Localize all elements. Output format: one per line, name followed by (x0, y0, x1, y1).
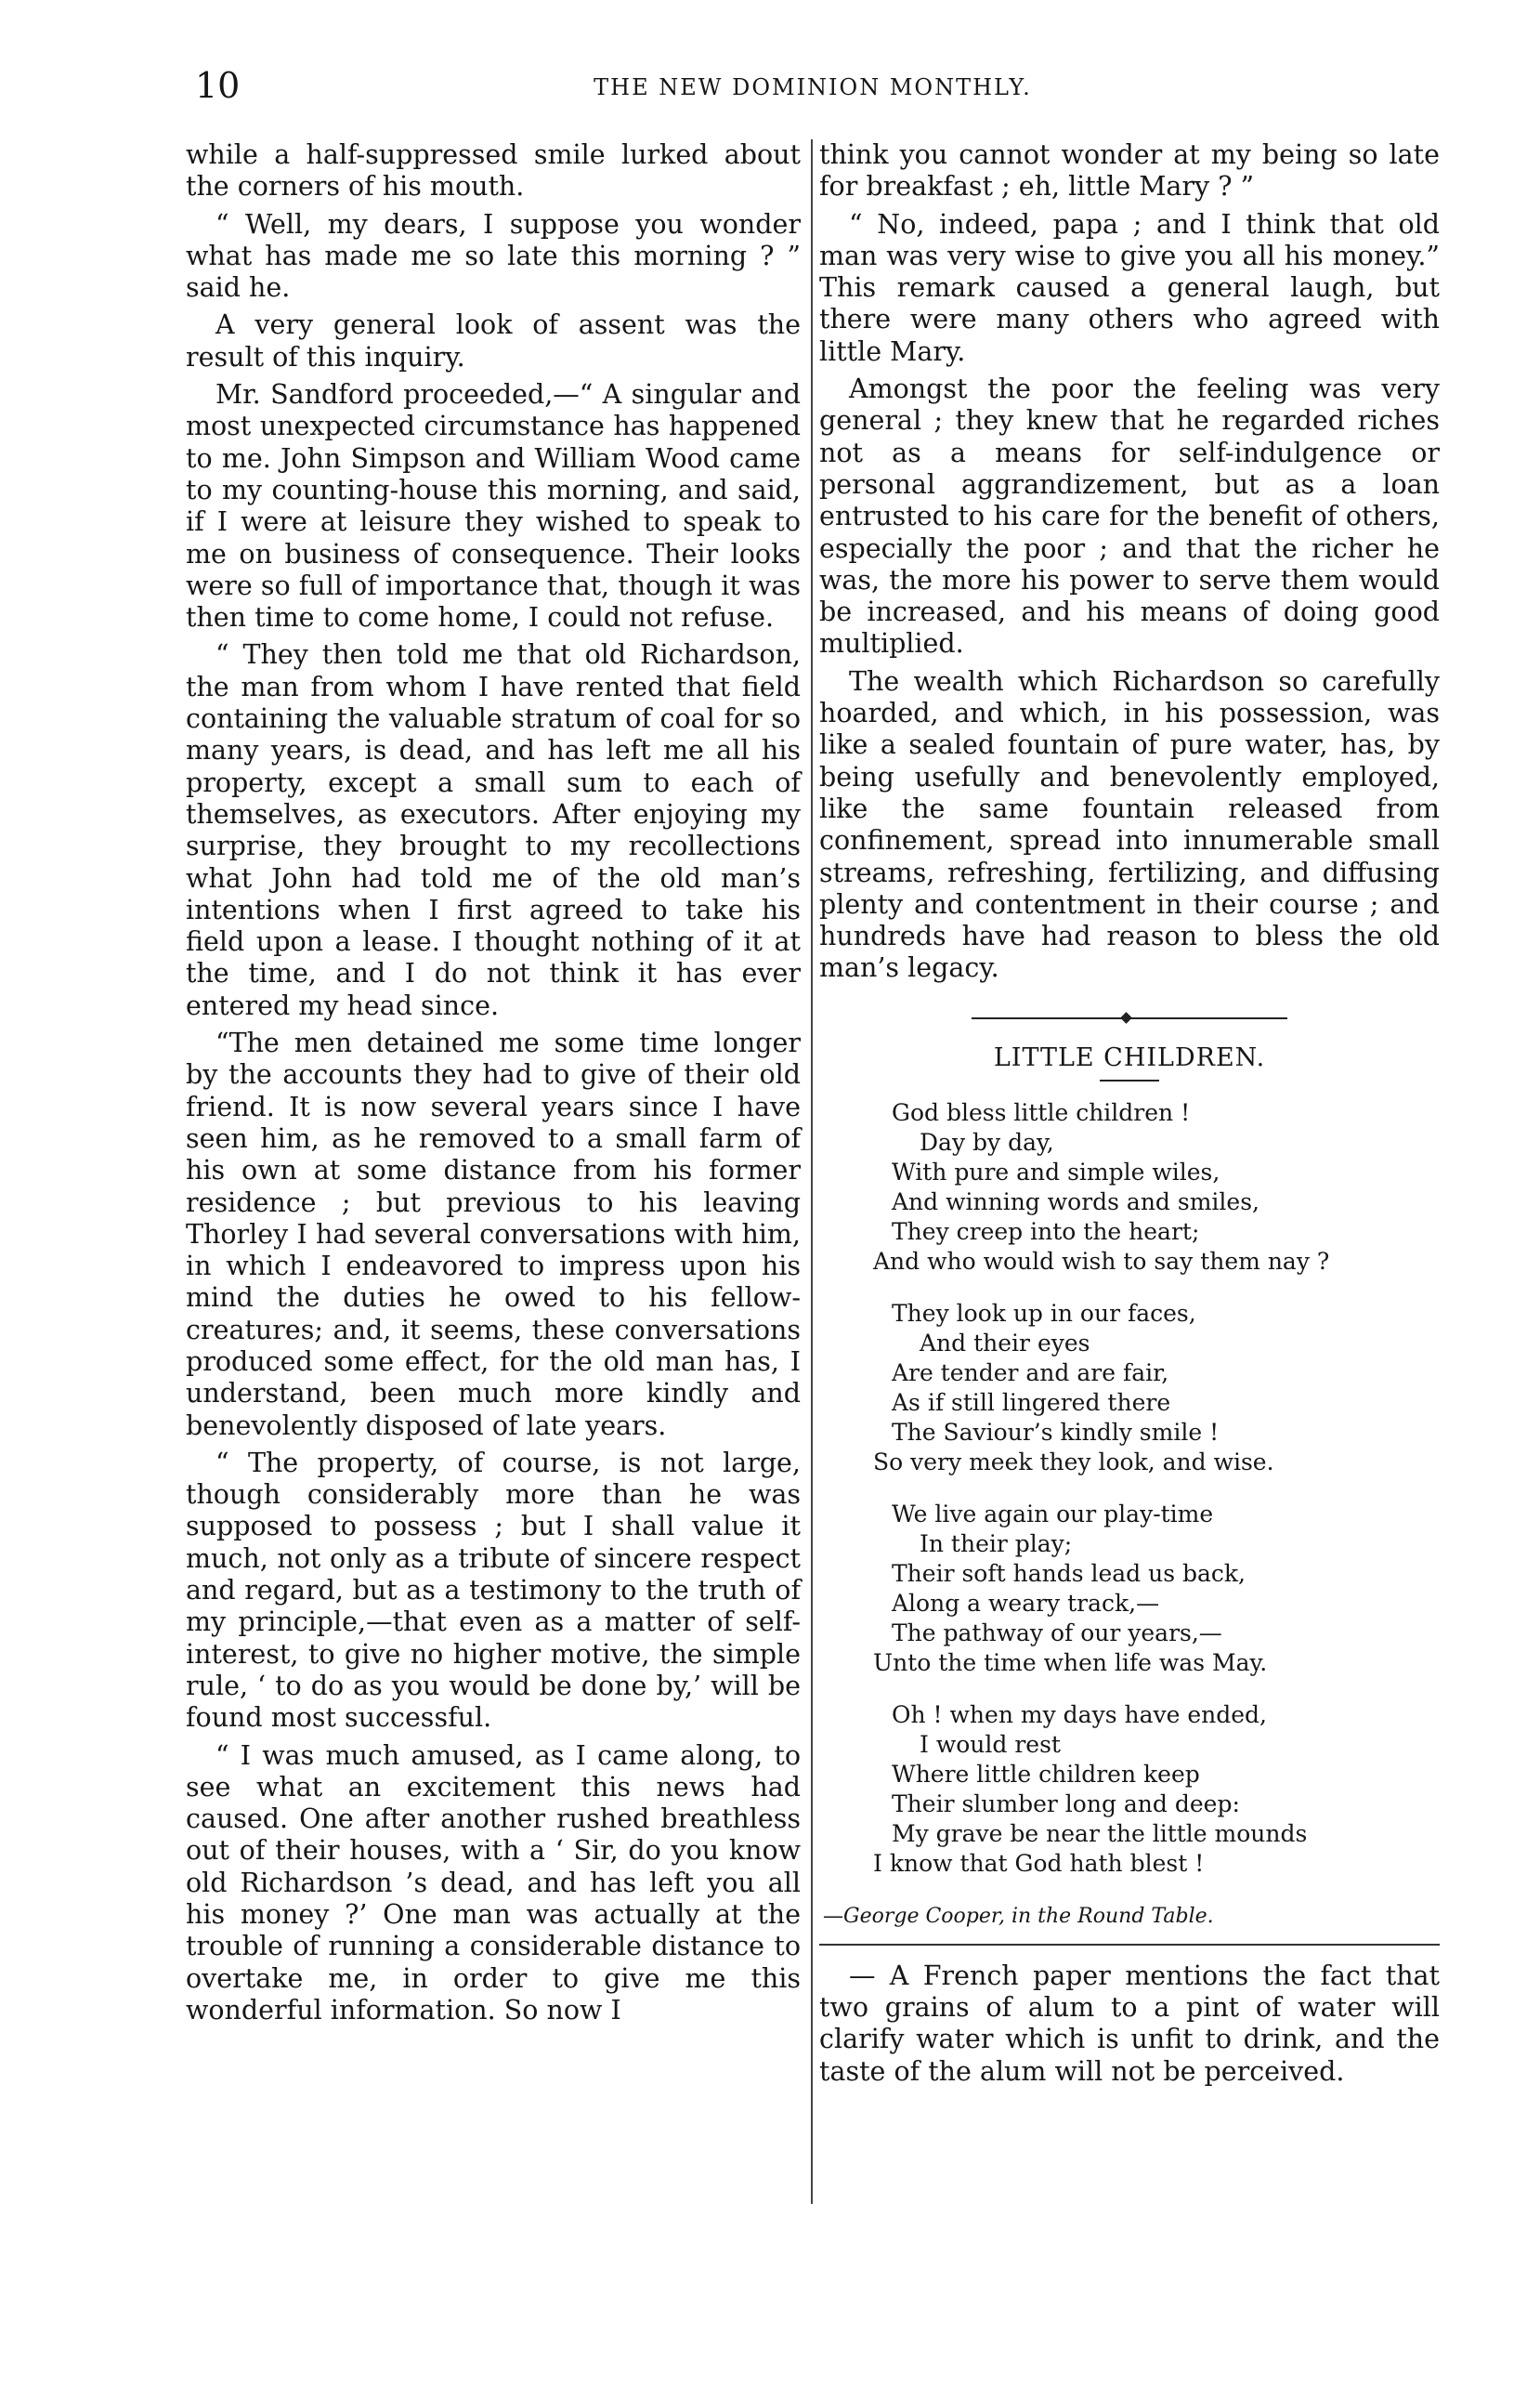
title-rule (1100, 1080, 1159, 1082)
paragraph: A very general look of assent was the result of this inquiry. (186, 309, 801, 373)
page-number: 10 (195, 65, 241, 106)
poem-line: They look up in our faces, (892, 1300, 1196, 1328)
left-column (186, 139, 801, 2032)
poem-line: I know that God hath blest ! (873, 1850, 1205, 1878)
poem-line: In their play; (920, 1530, 1073, 1558)
paragraph: The wealth which Richardson so carefully hoarded, and which, in his possession, was like a sealed fountain of pure water, has, by being usefully and benevolently employed, like the same fountain released from confinement, spread into innumerable small streams, refreshing, fertilizing, and diffusing plenty and contentment in their course ; and hundreds have had reason to bless the old man’s legacy. (819, 665, 1440, 984)
poem-line: Their soft hands lead us back, (892, 1560, 1246, 1588)
paragraph: “The men detained me some time longer by the accounts they had to give of their old friend. It is now several years since I have seen him, as he removed to a small farm of his own at some distance from his former residence ; but previous to his leaving Thorley I had several conversations with him, in which I endeavored to impress upon his mind the duties he owed to his fellow-creatures; and, it seems, these conversations produced some effect, for the old man has, I understand, been much more kindly and benevolently disposed of late years. (186, 1028, 801, 1441)
paragraph: Amongst the poor the feeling was very general ; they knew that he regarded riches not as a means for self-indulgence or personal aggrandizement, but as a loan entrusted to his care for the benefit of others, especially the poor ; and that the richer he was, the more his power to serve them would be increased, and his means of doing good multiplied. (819, 374, 1440, 660)
column-rule (811, 139, 813, 2204)
poem-title: LITTLE CHILDREN. (993, 1042, 1266, 1072)
poem-line: The Saviour’s kindly smile ! (892, 1419, 1220, 1447)
paragraph: think you cannot wonder at my being so late for breakfast ; eh, little Mary ? ” (819, 139, 1440, 203)
poem-stanza (873, 1098, 1440, 1277)
poem-line: And winning words and smiles, (892, 1188, 1259, 1216)
paragraph: “ They then told me that old Richardson, the man from whom I have rented that field containing the valuable stratum of coal for so many years, is dead, and has left me all his property, except a small sum to each of themselves, as executors. After enjoying my surprise, they brought to my recollections what John had told me of the old man’s intentions when I first agreed to take his field upon a lease. I thought nothing of it at the time, and I do not think it has ever entered my head since. (186, 639, 801, 1021)
poem-stanza (873, 1700, 1440, 1879)
paragraph: Mr. Sandford proceeded,—“ A singular and most unexpected circumstance has happened to me. John Simpson and William Wood came to my counting-house this morning, and said, if I were at leisure they wished to speak to me on business of consequence. Their looks were so full of importance that, though it was then time to come home, I could not refuse. (186, 379, 801, 634)
paragraph: while a half-suppressed smile lurked about the corners of his mouth. (186, 139, 801, 203)
poem-line: My grave be near the little mounds (892, 1820, 1308, 1848)
poem-stanza (873, 1299, 1440, 1477)
paragraph: “ I was much amused, as I came along, to see what an excitement this news had caused. One after another rushed breathless out of their houses, with a ‘ Sir, do you know old Richardson ’s dead, and has left you all his money ?’ One man was actually at the trouble of running a considerable distance to overtake me, in order to give me this wonderful information. So now I (186, 1739, 801, 2025)
poem-line: The pathway of our years,— (892, 1619, 1222, 1647)
poem-line: Along a weary track,— (892, 1590, 1160, 1618)
poem-line: We live again our play-time (892, 1501, 1214, 1528)
poem-line: I would rest (920, 1731, 1061, 1759)
poem-line: God bless little children ! (892, 1099, 1191, 1127)
right-column (819, 139, 1440, 2093)
poem (873, 1098, 1440, 1879)
section-divider (819, 1944, 1440, 1946)
section-ornament (972, 1013, 1287, 1024)
poem-line: They creep into the heart; (892, 1218, 1200, 1246)
diamond-icon (1120, 1012, 1132, 1024)
poem-line: Are tender and are fair, (892, 1359, 1169, 1387)
poem-line: And who would wish to say them nay ? (873, 1248, 1330, 1276)
poem-line: So very meek they look, and wise. (873, 1449, 1274, 1476)
poem-line: Where little children keep (892, 1761, 1200, 1789)
poem-line: Unto the time when life was May. (873, 1649, 1268, 1677)
poem-stanza (873, 1500, 1440, 1678)
paragraph: “ Well, my dears, I suppose you wonder what has made me so late this morning ? ” said he. (186, 208, 801, 304)
poem-line: And their eyes (920, 1330, 1090, 1357)
poem-line: Oh ! when my days have ended, (892, 1701, 1267, 1729)
poem-line: With pure and simple wiles, (892, 1159, 1220, 1186)
running-title: THE NEW DOMINION MONTHLY. (594, 74, 1032, 100)
paragraph: “ No, indeed, papa ; and I think that old man was very wise to give you all his money.” This remark caused a general laugh, but there were many others who agreed with little Mary. (819, 208, 1440, 367)
poem-line: Day by day, (920, 1129, 1054, 1157)
page-header (195, 65, 1430, 111)
paragraph: “ The property, of course, is not large, though considerably more than he was supposed to possess ; but I shall value it much, not only as a tribute of sincere respect and regard, but as a testimony to the truth of my principle,—that even as a matter of self-interest, to give no higher motive, the simple rule, ‘ to do as you would be done by,’ will be found most successful. (186, 1447, 801, 1734)
news-note: — A French paper mentions the fact that two grains of alum to a pint of water will clarify water which is unfit to drink, and the taste of the alum will not be perceived. (819, 1960, 1440, 2087)
poem-line: As if still lingered there (892, 1389, 1171, 1417)
poem-line: Their slumber long and deep: (892, 1790, 1240, 1818)
poem-attribution: —George Cooper, in the Round Table. (823, 1905, 1214, 1929)
